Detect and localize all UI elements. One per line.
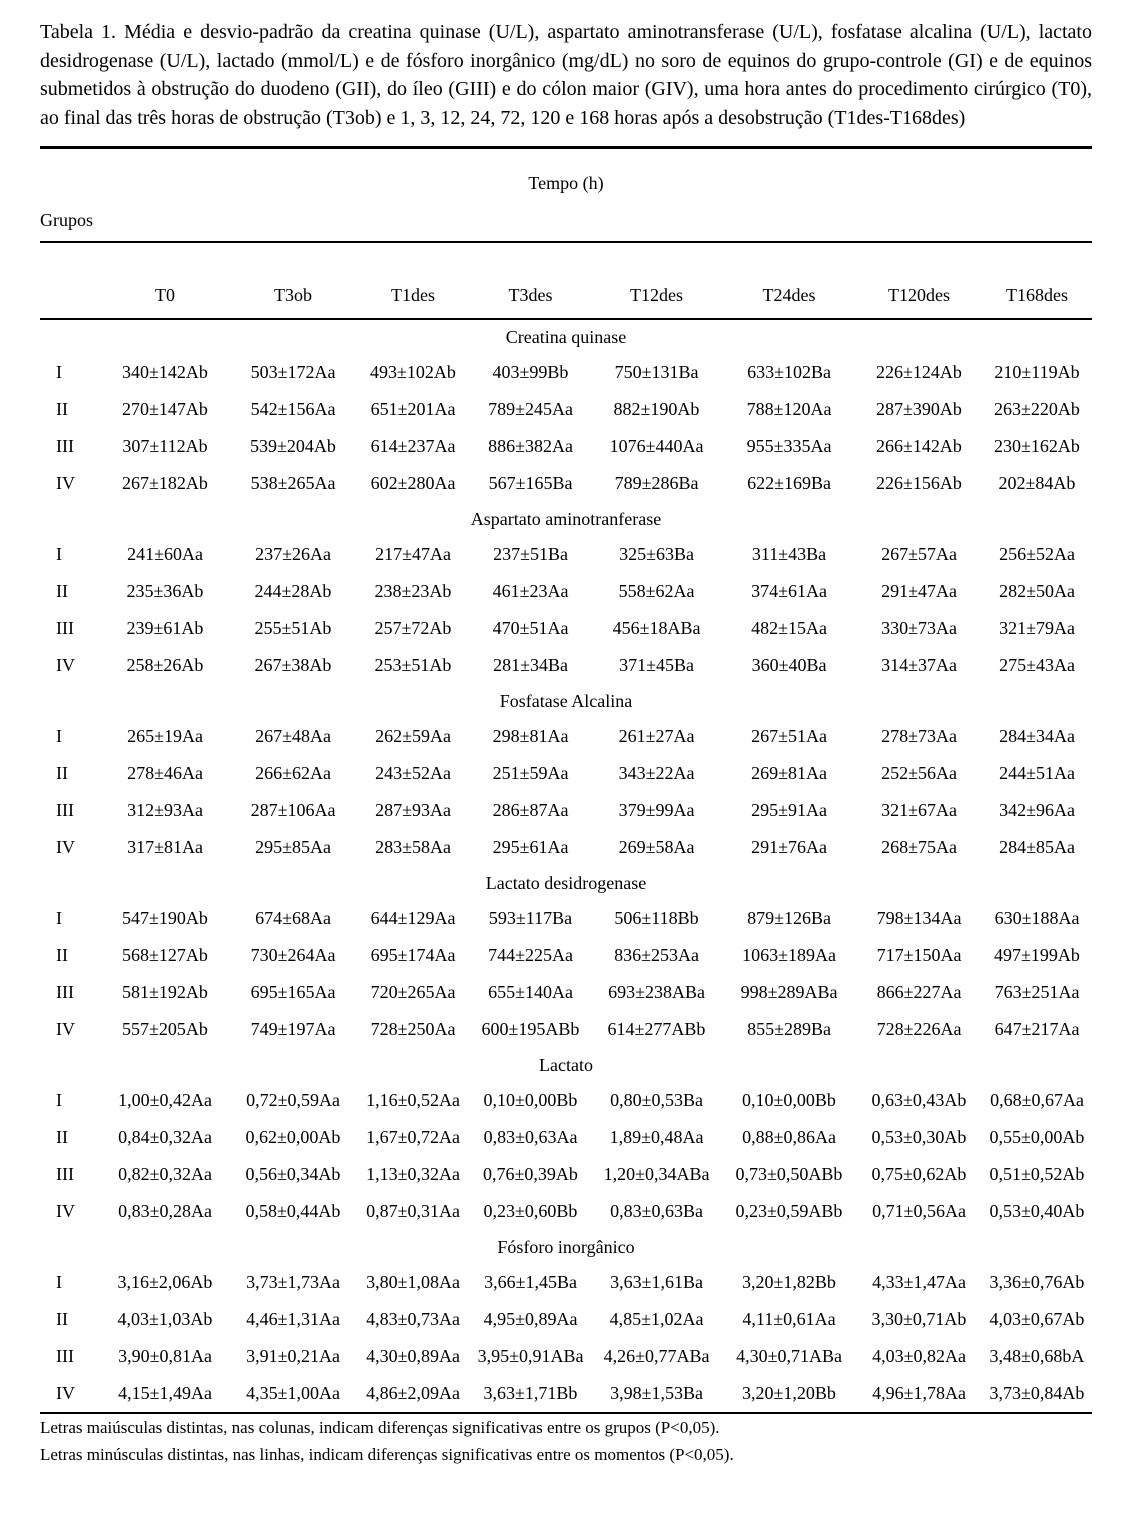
value-cell: 278±46Aa — [127, 763, 203, 783]
value-cell: 0,82±0,32Aa — [118, 1164, 212, 1184]
value-cell: 256±52Aa — [999, 544, 1075, 564]
value-cell: 717±150Aa — [876, 945, 962, 965]
value-cell: 633±102Ba — [747, 362, 831, 382]
value-cell: 0,55±0,00Ab — [989, 1127, 1085, 1147]
table-row — [40, 829, 1092, 866]
value-cell: 593±117Ba — [488, 908, 573, 928]
value-cell: 0,87±0,31Aa — [366, 1201, 460, 1221]
table-row — [40, 900, 1092, 937]
column-header-t120des: T120des — [856, 243, 982, 319]
value-cell: 4,03±1,03Ab — [117, 1309, 213, 1329]
groups-label: Grupos — [40, 210, 93, 230]
value-cell: 3,48±0,68bA — [989, 1346, 1085, 1366]
column-header-t1des: T1des — [356, 243, 470, 319]
value-cell: 955±335Aa — [746, 436, 832, 456]
value-cell: 886±382Aa — [488, 436, 573, 456]
value-cell: 506±118Bb — [614, 908, 699, 928]
value-cell: 567±165Ba — [488, 473, 573, 493]
value-cell: 202±84Ab — [998, 473, 1076, 493]
value-cell: 238±23Ab — [374, 581, 452, 601]
group-label: III — [56, 1346, 74, 1366]
group-label: II — [56, 1309, 68, 1329]
column-header-t24des: T24des — [722, 243, 856, 319]
group-label: I — [56, 726, 62, 746]
value-cell: 581±192Ab — [122, 982, 208, 1002]
value-cell: 0,73±0,50ABb — [735, 1164, 843, 1184]
value-cell: 0,58±0,44Ab — [245, 1201, 341, 1221]
group-label: IV — [56, 1201, 75, 1221]
value-cell: 269±58Aa — [618, 837, 695, 857]
value-cell: 602±280Aa — [370, 473, 456, 493]
value-cell: 0,23±0,60Bb — [483, 1201, 578, 1221]
value-cell: 3,73±1,73Aa — [246, 1272, 340, 1292]
value-cell: 258±26Ab — [126, 655, 204, 675]
value-cell: 291±47Aa — [881, 581, 957, 601]
results-table — [40, 243, 1092, 1412]
value-cell: 4,03±0,82Aa — [872, 1346, 966, 1366]
value-cell: 321±79Aa — [999, 618, 1075, 638]
value-cell: 644±129Aa — [370, 908, 456, 928]
value-cell: 0,83±0,28Aa — [118, 1201, 212, 1221]
value-cell: 307±112Ab — [122, 436, 208, 456]
value-cell: 503±172Aa — [250, 362, 336, 382]
value-cell: 244±51Aa — [999, 763, 1075, 783]
value-cell: 286±87Aa — [492, 800, 569, 820]
group-label: I — [56, 1090, 62, 1110]
value-cell: 287±106Aa — [250, 800, 336, 820]
value-cell: 314±37Aa — [881, 655, 957, 675]
value-cell: 340±142Ab — [122, 362, 208, 382]
table-row — [40, 937, 1092, 974]
value-cell: 342±96Aa — [999, 800, 1075, 820]
value-cell: 4,15±1,49Aa — [118, 1383, 212, 1403]
group-label: II — [56, 945, 68, 965]
value-cell: 237±51Ba — [493, 544, 568, 564]
value-cell: 371±45Ba — [619, 655, 694, 675]
time-axis-label: Tempo (h) — [528, 173, 604, 193]
value-cell: 287±390Ab — [876, 399, 962, 419]
group-label: IV — [56, 1383, 75, 1403]
value-cell: 630±188Aa — [994, 908, 1080, 928]
value-cell: 0,68±0,67Aa — [990, 1090, 1084, 1110]
value-cell: 295±85Aa — [255, 837, 331, 857]
value-cell: 1,13±0,32Aa — [366, 1164, 460, 1184]
value-cell: 379±99Aa — [618, 800, 695, 820]
value-cell: 267±38Ab — [254, 655, 332, 675]
value-cell: 267±57Aa — [881, 544, 957, 564]
value-cell: 0,83±0,63Aa — [483, 1127, 578, 1147]
value-cell: 298±81Aa — [492, 726, 569, 746]
value-cell: 0,53±0,30Ab — [871, 1127, 967, 1147]
group-label: III — [56, 618, 74, 638]
value-cell: 0,53±0,40Ab — [989, 1201, 1085, 1221]
value-cell: 239±61Ab — [126, 618, 204, 638]
value-cell: 4,26±0,77ABa — [603, 1346, 710, 1366]
value-cell: 0,75±0,62Ab — [871, 1164, 967, 1184]
section-title: Aspartato aminotranferase — [470, 508, 662, 529]
value-cell: 456±18ABa — [612, 618, 701, 638]
group-label: I — [56, 908, 62, 928]
value-cell: 0,72±0,59Aa — [246, 1090, 340, 1110]
table-row — [40, 1193, 1092, 1230]
value-cell: 3,91±0,21Aa — [246, 1346, 340, 1366]
value-cell: 266±62Aa — [255, 763, 331, 783]
value-cell: 1,20±0,34ABa — [603, 1164, 710, 1184]
value-cell: 3,16±2,06Ab — [117, 1272, 213, 1292]
value-cell: 3,80±1,08Aa — [366, 1272, 460, 1292]
value-cell: 0,56±0,34Ab — [245, 1164, 341, 1184]
value-cell: 235±36Ab — [126, 581, 204, 601]
value-cell: 749±197Aa — [250, 1019, 336, 1039]
value-cell: 3,20±1,20Bb — [742, 1383, 836, 1403]
value-cell: 237±26Aa — [255, 544, 331, 564]
group-label: II — [56, 1127, 68, 1147]
group-label: II — [56, 399, 68, 419]
value-cell: 374±61Aa — [751, 581, 827, 601]
section-header-row — [40, 502, 1092, 536]
value-cell: 295±61Aa — [492, 837, 569, 857]
value-cell: 3,73±0,84Ab — [989, 1383, 1085, 1403]
value-cell: 343±22Aa — [618, 763, 695, 783]
value-cell: 695±174Aa — [370, 945, 456, 965]
group-label: III — [56, 1164, 74, 1184]
section-header-row — [40, 684, 1092, 718]
value-cell: 0,83±0,63Ba — [610, 1201, 703, 1221]
section-title: Lactato — [539, 1054, 593, 1075]
value-cell: 0,71±0,56Aa — [872, 1201, 966, 1221]
value-cell: 244±28Ab — [254, 581, 332, 601]
table-row — [40, 536, 1092, 573]
value-cell: 317±81Aa — [127, 837, 203, 857]
value-cell: 998±289ABa — [740, 982, 838, 1002]
value-cell: 622±169Ba — [747, 473, 831, 493]
group-label: I — [56, 362, 62, 382]
value-cell: 3,36±0,76Ab — [989, 1272, 1085, 1292]
value-cell: 284±85Aa — [999, 837, 1075, 857]
table-row — [40, 391, 1092, 428]
value-cell: 557±205Ab — [122, 1019, 208, 1039]
value-cell: 312±93Aa — [127, 800, 203, 820]
group-label: IV — [56, 837, 75, 857]
value-cell: 3,63±1,71Bb — [483, 1383, 578, 1403]
value-cell: 268±75Aa — [881, 837, 957, 857]
value-cell: 3,90±0,81Aa — [118, 1346, 212, 1366]
value-cell: 217±47Aa — [375, 544, 451, 564]
column-header-t3ob: T3ob — [230, 243, 356, 319]
footnote-lowercase-letters: Letras minúsculas distintas, nas linhas, indicam diferenças significativas entre os momentos (P<0,05). — [40, 1445, 734, 1464]
value-cell: 4,11±0,61Aa — [742, 1309, 836, 1329]
value-cell: 267±182Ab — [122, 473, 208, 493]
value-cell: 0,51±0,52Ab — [989, 1164, 1085, 1184]
value-cell: 281±34Ba — [493, 655, 568, 675]
value-cell: 744±225Aa — [488, 945, 573, 965]
value-cell: 4,46±1,31Aa — [246, 1309, 340, 1329]
value-cell: 0,88±0,86Aa — [742, 1127, 836, 1147]
value-cell: 4,33±1,47Aa — [872, 1272, 966, 1292]
value-cell: 3,66±1,45Ba — [484, 1272, 577, 1292]
value-cell: 263±220Ab — [994, 399, 1080, 419]
value-cell: 3,63±1,61Ba — [610, 1272, 703, 1292]
value-cell: 0,62±0,00Ab — [245, 1127, 341, 1147]
value-cell: 4,86±2,09Aa — [366, 1383, 460, 1403]
value-cell: 789±286Ba — [614, 473, 699, 493]
section-header-row — [40, 1230, 1092, 1264]
value-cell: 750±131Ba — [614, 362, 699, 382]
value-cell: 855±289Ba — [747, 1019, 831, 1039]
table-row — [40, 1119, 1092, 1156]
table-body — [40, 319, 1092, 1412]
value-cell: 3,20±1,82Bb — [742, 1272, 836, 1292]
table-row — [40, 1301, 1092, 1338]
value-cell: 0,80±0,53Ba — [610, 1090, 703, 1110]
section-title: Fósforo inorgânico — [497, 1236, 635, 1257]
value-cell: 1,16±0,52Aa — [366, 1090, 460, 1110]
value-cell: 253±51Ab — [374, 655, 452, 675]
table-row — [40, 718, 1092, 755]
value-cell: 267±51Aa — [751, 726, 827, 746]
value-cell: 0,63±0,43Ab — [871, 1090, 967, 1110]
value-cell: 4,35±1,00Aa — [246, 1383, 340, 1403]
value-cell: 470±51Aa — [492, 618, 569, 638]
value-cell: 269±81Aa — [751, 763, 827, 783]
value-cell: 497±199Ab — [994, 945, 1080, 965]
value-cell: 295±91Aa — [751, 800, 827, 820]
table-row — [40, 647, 1092, 684]
value-cell: 255±51Ab — [254, 618, 332, 638]
value-cell: 0,23±0,59ABb — [735, 1201, 843, 1221]
table-caption: Tabela 1. Média e desvio-padrão da creatina quinase (U/L), aspartato aminotransferase (U/L), fosfatase alcalina (U/L), lactato desidrogenase (U/L), lactado (mmol/L) e de fósforo inorgânico (mg/dL) no soro de equinos do grupo-controle (GI) e de equinos submetidos à obstrução do duodeno (GII), do íleo (GIII) e do cólon maior (GIV), uma hora antes do procedimento cirúrgico (T0), ao final das três horas de obstrução (T3ob) e 1, 3, 12, 24, 72, 120 e 168 horas após a desobstrução (T1des-T168des) — [40, 21, 1092, 129]
value-cell: 1063±189Aa — [742, 945, 836, 965]
value-cell: 538±265Aa — [250, 473, 336, 493]
value-cell: 278±73Aa — [881, 726, 957, 746]
footnote-uppercase-letters: Letras maiúsculas distintas, nas colunas, indicam diferenças significativas entre os grupos (P<0,05). — [40, 1418, 720, 1437]
value-cell: 4,83±0,73Aa — [366, 1309, 460, 1329]
value-cell: 360±40Ba — [751, 655, 827, 675]
table-row — [40, 1011, 1092, 1048]
value-cell: 730±264Aa — [250, 945, 336, 965]
value-cell: 461±23Aa — [492, 581, 569, 601]
column-header-row — [40, 243, 1092, 319]
value-cell: 674±68Aa — [255, 908, 331, 928]
value-cell: 251±59Aa — [492, 763, 569, 783]
value-cell: 3,95±0,91ABa — [477, 1346, 584, 1366]
value-cell: 4,96±1,78Aa — [872, 1383, 966, 1403]
value-cell: 647±217Aa — [994, 1019, 1080, 1039]
value-cell: 321±67Aa — [881, 800, 957, 820]
column-header-t12des: T12des — [591, 243, 722, 319]
value-cell: 836±253Aa — [614, 945, 699, 965]
value-cell: 282±50Aa — [999, 581, 1075, 601]
value-cell: 614±237Aa — [370, 436, 456, 456]
value-cell: 482±15Aa — [751, 618, 827, 638]
value-cell: 4,30±0,89Aa — [366, 1346, 460, 1366]
value-cell: 614±277ABb — [607, 1019, 706, 1039]
value-cell: 252±56Aa — [881, 763, 957, 783]
group-label: IV — [56, 1019, 75, 1039]
section-title: Creatina quinase — [505, 326, 627, 347]
value-cell: 270±147Ab — [122, 399, 208, 419]
value-cell: 558±62Aa — [618, 581, 695, 601]
value-cell: 493±102Ab — [370, 362, 456, 382]
value-cell: 230±162Ab — [994, 436, 1080, 456]
section-header-row — [40, 866, 1092, 900]
value-cell: 879±126Ba — [747, 908, 831, 928]
value-cell: 693±238ABa — [608, 982, 705, 1002]
group-column-header — [40, 243, 100, 319]
table-row — [40, 1338, 1092, 1375]
table-row — [40, 1264, 1092, 1301]
value-cell: 284±34Aa — [999, 726, 1075, 746]
table-row — [40, 792, 1092, 829]
value-cell: 788±120Aa — [746, 399, 832, 419]
group-label: II — [56, 763, 68, 783]
group-label: III — [56, 982, 74, 1002]
section-title: Fosfatase Alcalina — [499, 690, 633, 711]
value-cell: 311±43Ba — [751, 544, 827, 564]
value-cell: 1,67±0,72Aa — [366, 1127, 460, 1147]
column-header-t0: T0 — [100, 243, 230, 319]
value-cell: 226±156Ab — [876, 473, 962, 493]
value-cell: 325±63Ba — [619, 544, 694, 564]
section-header-row — [40, 1048, 1092, 1082]
group-label: IV — [56, 473, 75, 493]
value-cell: 0,10±0,00Bb — [742, 1090, 836, 1110]
value-cell: 651±201Aa — [370, 399, 456, 419]
value-cell: 287±93Aa — [375, 800, 451, 820]
value-cell: 789±245Aa — [488, 399, 573, 419]
value-cell: 798±134Aa — [876, 908, 962, 928]
value-cell: 330±73Aa — [881, 618, 957, 638]
value-cell: 291±76Aa — [751, 837, 827, 857]
value-cell: 4,30±0,71ABa — [736, 1346, 842, 1366]
value-cell: 542±156Aa — [250, 399, 336, 419]
value-cell: 265±19Aa — [127, 726, 203, 746]
group-label: III — [56, 436, 74, 456]
value-cell: 210±119Ab — [994, 362, 1080, 382]
section-title: Lactato desidrogenase — [485, 872, 647, 893]
value-cell: 241±60Aa — [127, 544, 203, 564]
value-cell: 261±27Aa — [618, 726, 695, 746]
value-cell: 866±227Aa — [876, 982, 962, 1002]
value-cell: 4,03±0,67Ab — [989, 1309, 1085, 1329]
table-row — [40, 465, 1092, 502]
value-cell: 3,30±0,71Ab — [871, 1309, 967, 1329]
value-cell: 283±58Aa — [375, 837, 451, 857]
value-cell: 1,00±0,42Aa — [118, 1090, 212, 1110]
table-row — [40, 354, 1092, 391]
section-header-row — [40, 319, 1092, 354]
value-cell: 720±265Aa — [370, 982, 456, 1002]
value-cell: 403±99Bb — [492, 362, 569, 382]
value-cell: 728±226Aa — [876, 1019, 962, 1039]
table-row — [40, 974, 1092, 1011]
value-cell: 655±140Aa — [488, 982, 573, 1002]
value-cell: 728±250Aa — [370, 1019, 456, 1039]
table-row — [40, 1082, 1092, 1119]
value-cell: 275±43Aa — [999, 655, 1075, 675]
value-cell: 0,10±0,00Bb — [483, 1090, 578, 1110]
value-cell: 4,85±1,02Aa — [609, 1309, 704, 1329]
group-label: IV — [56, 655, 75, 675]
table-row — [40, 1156, 1092, 1193]
table-row — [40, 428, 1092, 465]
value-cell: 0,76±0,39Ab — [483, 1164, 578, 1184]
value-cell: 600±195ABb — [481, 1019, 580, 1039]
value-cell: 539±204Ab — [250, 436, 336, 456]
value-cell: 695±165Aa — [250, 982, 336, 1002]
value-cell: 882±190Ab — [613, 399, 700, 419]
value-cell: 3,98±1,53Ba — [610, 1383, 703, 1403]
value-cell: 267±48Aa — [255, 726, 331, 746]
value-cell: 266±142Ab — [876, 436, 962, 456]
table-row — [40, 755, 1092, 792]
column-header-t168des: T168des — [982, 243, 1092, 319]
value-cell: 243±52Aa — [375, 763, 451, 783]
value-cell: 262±59Aa — [375, 726, 451, 746]
value-cell: 257±72Ab — [374, 618, 452, 638]
value-cell: 1076±440Aa — [609, 436, 704, 456]
table-row — [40, 573, 1092, 610]
value-cell: 226±124Ab — [876, 362, 962, 382]
group-label: I — [56, 544, 62, 564]
table-row — [40, 610, 1092, 647]
value-cell: 1,89±0,48Aa — [609, 1127, 704, 1147]
group-label: III — [56, 800, 74, 820]
value-cell: 763±251Aa — [994, 982, 1080, 1002]
value-cell: 0,84±0,32Aa — [118, 1127, 212, 1147]
value-cell: 547±190Ab — [122, 908, 208, 928]
table-row — [40, 1375, 1092, 1412]
group-label: I — [56, 1272, 62, 1292]
value-cell: 568±127Ab — [122, 945, 208, 965]
value-cell: 4,95±0,89Aa — [483, 1309, 578, 1329]
group-label: II — [56, 581, 68, 601]
column-header-t3des: T3des — [470, 243, 591, 319]
